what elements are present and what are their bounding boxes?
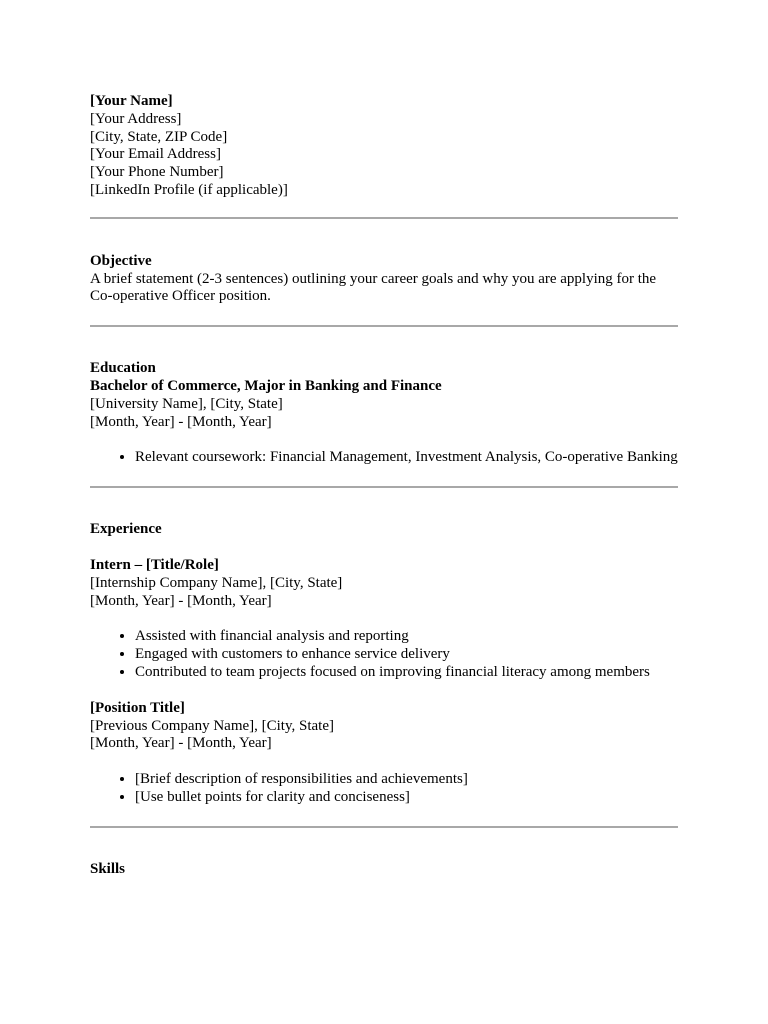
job-company: [Internship Company Name], [City, State] <box>90 574 343 591</box>
job-entry <box>90 557 678 682</box>
objective-text: A brief statement (2-3 sentences) outlining your career goals and why you are applying for the Co-operative Officer position. <box>90 270 657 305</box>
job-company: [Previous Company Name], [City, State] <box>90 717 334 734</box>
education-school: [University Name], [City, State] <box>90 395 283 412</box>
list-item: • Relevant coursework: Financial Management, Investment Analysis, Co-operative Banking <box>135 449 678 467</box>
education-dates: [Month, Year] - [Month, Year] <box>90 413 272 430</box>
experience-heading: Experience <box>90 521 162 538</box>
job-bullet-list <box>90 771 678 807</box>
section-divider <box>90 486 678 488</box>
education-bullet-list <box>90 449 678 467</box>
job-dates: [Month, Year] - [Month, Year] <box>90 735 272 752</box>
section-divider <box>90 217 678 219</box>
contact-email: [Your Email Address] <box>90 146 221 163</box>
contact-linkedin: [LinkedIn Profile (if applicable)] <box>90 181 288 198</box>
list-item: • [Brief description of responsibilities and achievements] <box>135 771 678 789</box>
skills-section <box>90 861 678 879</box>
contact-phone: [Your Phone Number] <box>90 164 224 181</box>
list-item: • Contributed to team projects focused on improving financial literacy among members <box>135 664 678 682</box>
education-heading: Education <box>90 360 156 377</box>
section-divider <box>90 826 678 828</box>
contact-city: [City, State, ZIP Code] <box>90 128 228 145</box>
education-section <box>90 360 678 467</box>
job-title: Intern – [Title/Role] <box>90 556 219 573</box>
skills-heading: Skills <box>90 860 126 877</box>
contact-name: [Your Name] <box>90 93 173 109</box>
list-item: • [Use bullet points for clarity and conciseness] <box>135 789 678 807</box>
experience-section <box>90 521 678 807</box>
section-divider <box>90 325 678 327</box>
job-bullet-list <box>90 628 678 681</box>
job-dates: [Month, Year] - [Month, Year] <box>90 592 272 609</box>
objective-heading: Objective <box>90 252 152 269</box>
education-degree: Bachelor of Commerce, Major in Banking and Finance <box>90 377 442 394</box>
list-item: • Assisted with financial analysis and reporting <box>135 628 678 646</box>
job-title: [Position Title] <box>90 699 185 716</box>
objective-section <box>90 253 678 306</box>
resume-document <box>90 93 678 879</box>
job-entry <box>90 700 678 807</box>
contact-address: [Your Address] <box>90 110 182 127</box>
list-item: • Engaged with customers to enhance service delivery <box>135 646 678 664</box>
contact-block <box>90 93 678 200</box>
